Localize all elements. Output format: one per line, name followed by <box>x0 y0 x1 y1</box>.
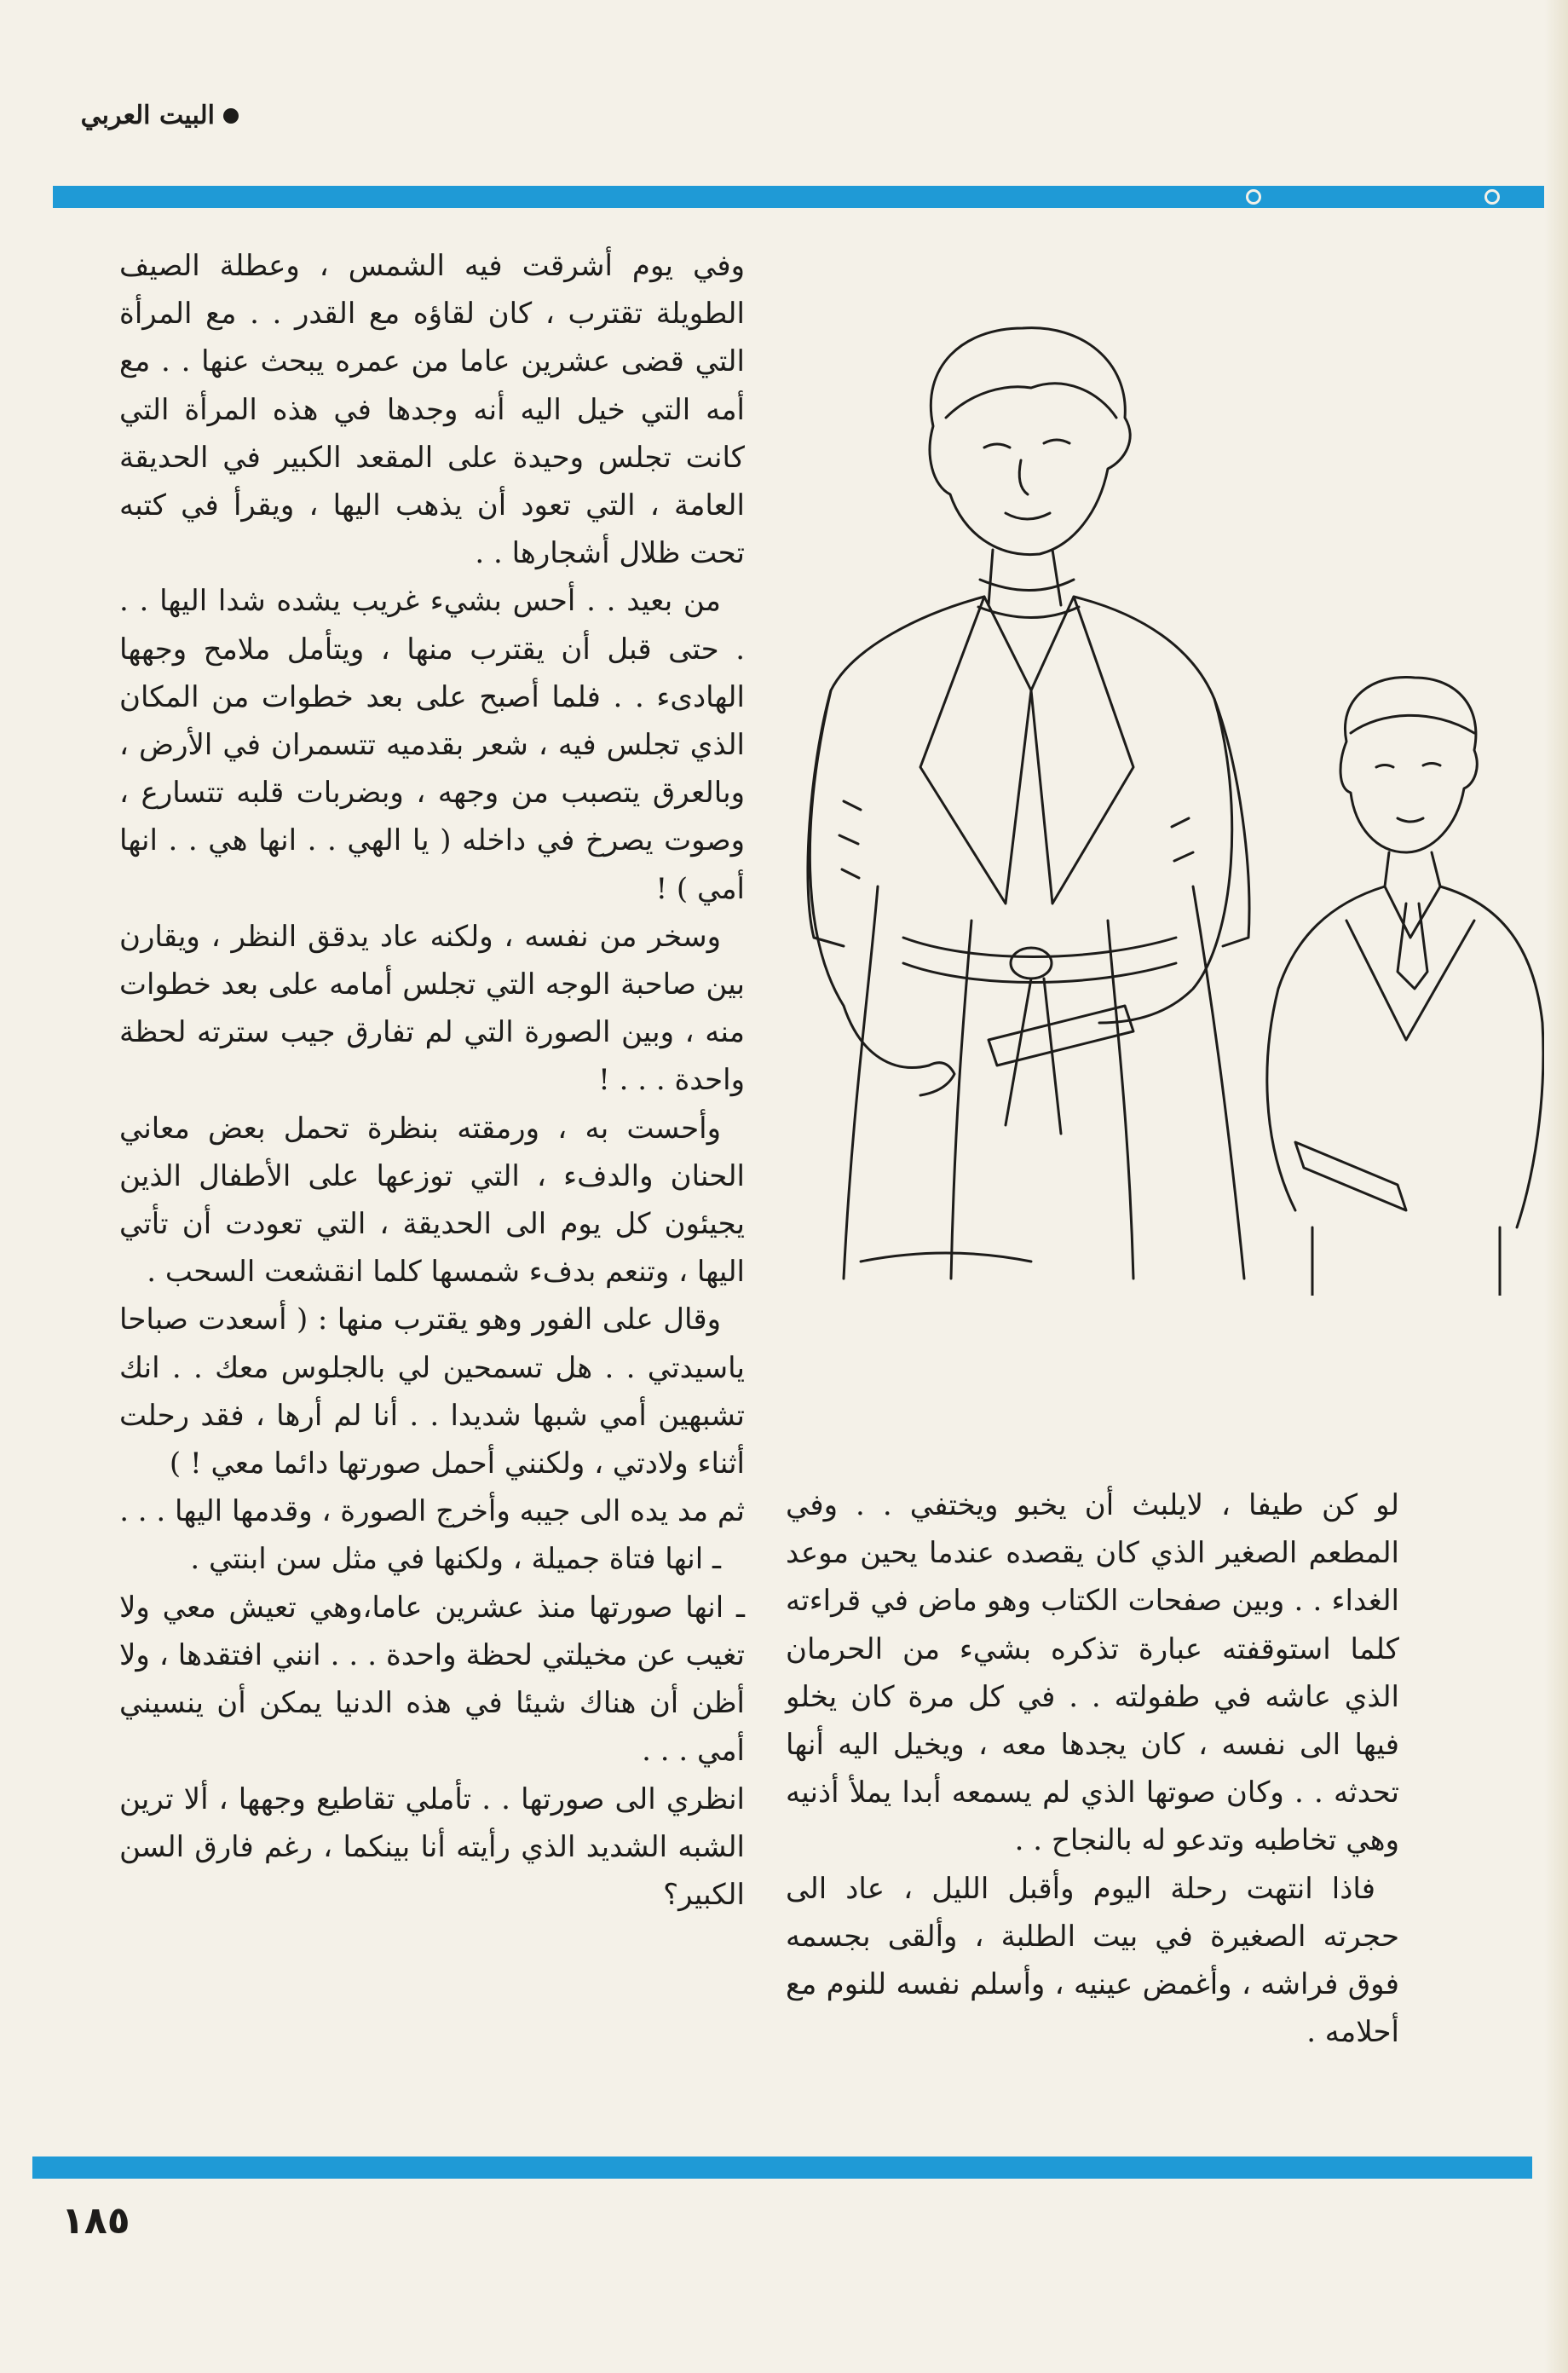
story-illustration <box>750 290 1551 1296</box>
text-column-left <box>786 1481 1399 2056</box>
paragraph: من بعيد . . أحس بشيء غريب يشده شدا اليها . . . حتى قبل أن يقترب منها ، ويتأمل ملامح وجهها الهادىء . . فلما أصبح على بعد خطوات من المكان الذي تجلس فيه ، شعر بقدميه تتسمران في الأرض ، وبالعرق يتصبب من وجهه ، وبضربات قلبه تتسارع ، وصوت يصرخ في داخله ( يا الهي . . انها هي . . انها أمي ) ! <box>119 584 745 906</box>
dialogue-line: ـ انها صورتها منذ عشرين عاما،وهي تعيش معي ولا تغيب عن مخيلتي لحظة واحدة . . . انني افتقدها ، ولا أظن أن هناك شيئا في هذه الدنيا يمكن أن ينسيني أمي . . . <box>119 1590 745 1769</box>
rule-ornament-icon <box>1246 189 1261 205</box>
paragraph: انظري الى صورتها . . تأملي تقاطيع وجهها ، ألا ترين الشبه الشديد الذي رأيته أنا بينكما ، رغم فارق السن الكبير؟ <box>119 1781 745 1912</box>
top-blue-rule <box>53 186 1544 208</box>
page-number: ١٨٥ <box>61 2199 130 2243</box>
text-column-right <box>119 242 745 1919</box>
paragraph: وقال على الفور وهو يقترب منها : ( أسعدت صباحا ياسيدتي . . هل تسمحين لي بالجلوس معك . . انك تشبهين أمي شبها شديدا . . أنا لم أرها ، فقد رحلت أثناء ولادتي ، ولكنني أحمل صورتها دائما معي ! ) <box>119 1302 745 1481</box>
bottom-blue-rule <box>32 2156 1532 2179</box>
young-man-figure <box>1267 677 1543 1296</box>
paragraph: ثم مد يده الى جيبه وأخرج الصورة ، وقدمها اليها . . . <box>119 1494 745 1529</box>
rule-ornament-icon <box>1484 189 1500 205</box>
paragraph: وأحست به ، ورمقته بنظرة تحمل بعض معاني الحنان والدفء ، التي توزعها على الأطفال الذين يجيئون كل يوم الى الحديقة ، التي تعودت أن تأتي اليها ، وتنعم بدفء شمسها كلما انقشعت السحب . <box>119 1111 745 1290</box>
bullet-icon <box>223 108 239 124</box>
paragraph: وفي يوم أشرقت فيه الشمس ، وعطلة الصيف الطويلة تقترب ، كان لقاؤه مع القدر . . مع المرأة التي قضى عشرين عاما من عمره يبحث عنها . . مع أمه التي خيل اليه أنه وجدها في هذه المرأة التي كانت تجلس وحيدة على المقعد الكبير في الحديقة العامة ، التي تعود أن يذهب اليها ، ويقرأ في كتبه تحت ظلال أشجارها . . <box>119 249 745 571</box>
section-title: البيت العربي <box>80 101 215 130</box>
section-header <box>34 101 239 130</box>
paragraph: وسخر من نفسه ، ولكنه عاد يدقق النظر ، ويقارن بين صاحبة الوجه التي تجلس أمامه على بعد خطوات منه ، وبين الصورة التي لم تفارق جيب سترته لحظة واحدة . . . ! <box>119 919 745 1098</box>
dialogue-line: ـ انها فتاة جميلة ، ولكنها في مثل سن ابنتي . <box>190 1542 721 1577</box>
paragraph: فاذا انتهت رحلة اليوم وأقبل الليل ، عاد الى حجرته الصغيرة في بيت الطلبة ، وألقى بجسمه فوق فراشه ، وأغمض عينيه ، وأسلم نفسه للنوم مع أحلامه . <box>786 1871 1399 2050</box>
page-edge-shadow <box>1544 0 1568 2373</box>
paragraph: لو كن طيفا ، لايلبث أن يخبو ويختفي . . وفي المطعم الصغير الذي كان يقصده عندما يحين موعد الغداء . . وبين صفحات الكتاب وهو ماض في قراءته كلما استوقفته عبارة تذكره بشيء من الحرمان الذي عاشه في طفولته . . في كل مرة كان يخلو فيها الى نفسه ، كان يجدها معه ، ويخيل اليه أنها تحدثه . . وكان صوتها الذي لم يسمعه أبدا يملأ أذنيه وهي تخاطبه وتدعو له بالنجاح . . <box>786 1488 1399 1858</box>
woman-figure <box>808 328 1249 1279</box>
